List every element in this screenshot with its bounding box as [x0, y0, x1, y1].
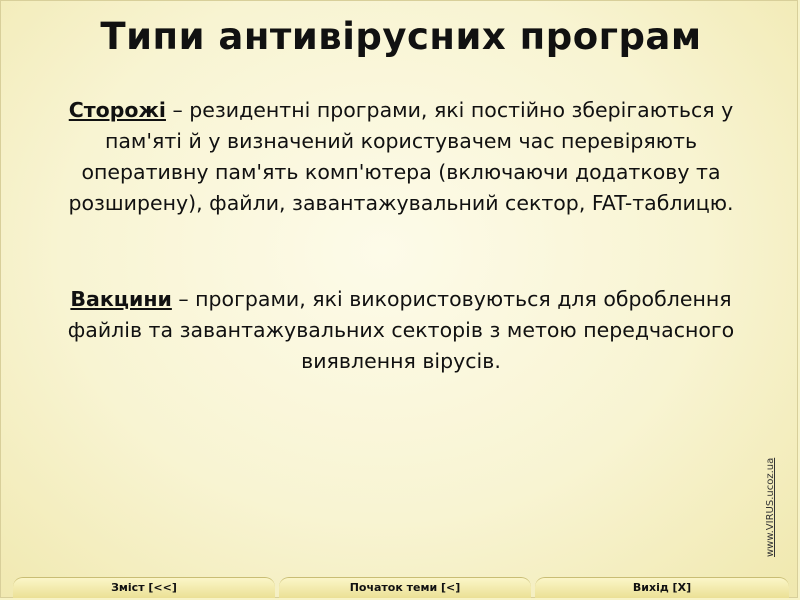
paragraph-vaccines — [41, 284, 761, 377]
footer-nav — [1, 577, 800, 599]
site-watermark-link[interactable] — [755, 449, 783, 559]
paragraph-guards — [41, 95, 761, 219]
watermark-text: www.VIRUS.ucoz.ua — [765, 457, 776, 557]
slide-title: Типи антивірусних програм — [100, 15, 702, 58]
definition-vaccines: – програми, які використовуються для оброблення файлів та завантажувальних секторів з метою передчасного виявлення вірусів. — [67, 287, 735, 373]
topic-start-button[interactable]: Початок теми [<] — [279, 577, 531, 598]
term-vaccines: Вакцини — [70, 287, 172, 311]
contents-button[interactable]: Зміст [<<] — [13, 577, 275, 598]
exit-button[interactable]: Вихід [X] — [535, 577, 789, 598]
term-guards: Сторожі — [68, 98, 166, 122]
definition-guards: – резидентні програми, які постійно зберігаються у пам'яті й у визначений користувачем час перевіряють оперативну пам'ять комп'ютера (включаючи додаткову та розширену), файли, завантажувальний сектор, FAT-таблицю. — [68, 98, 734, 215]
